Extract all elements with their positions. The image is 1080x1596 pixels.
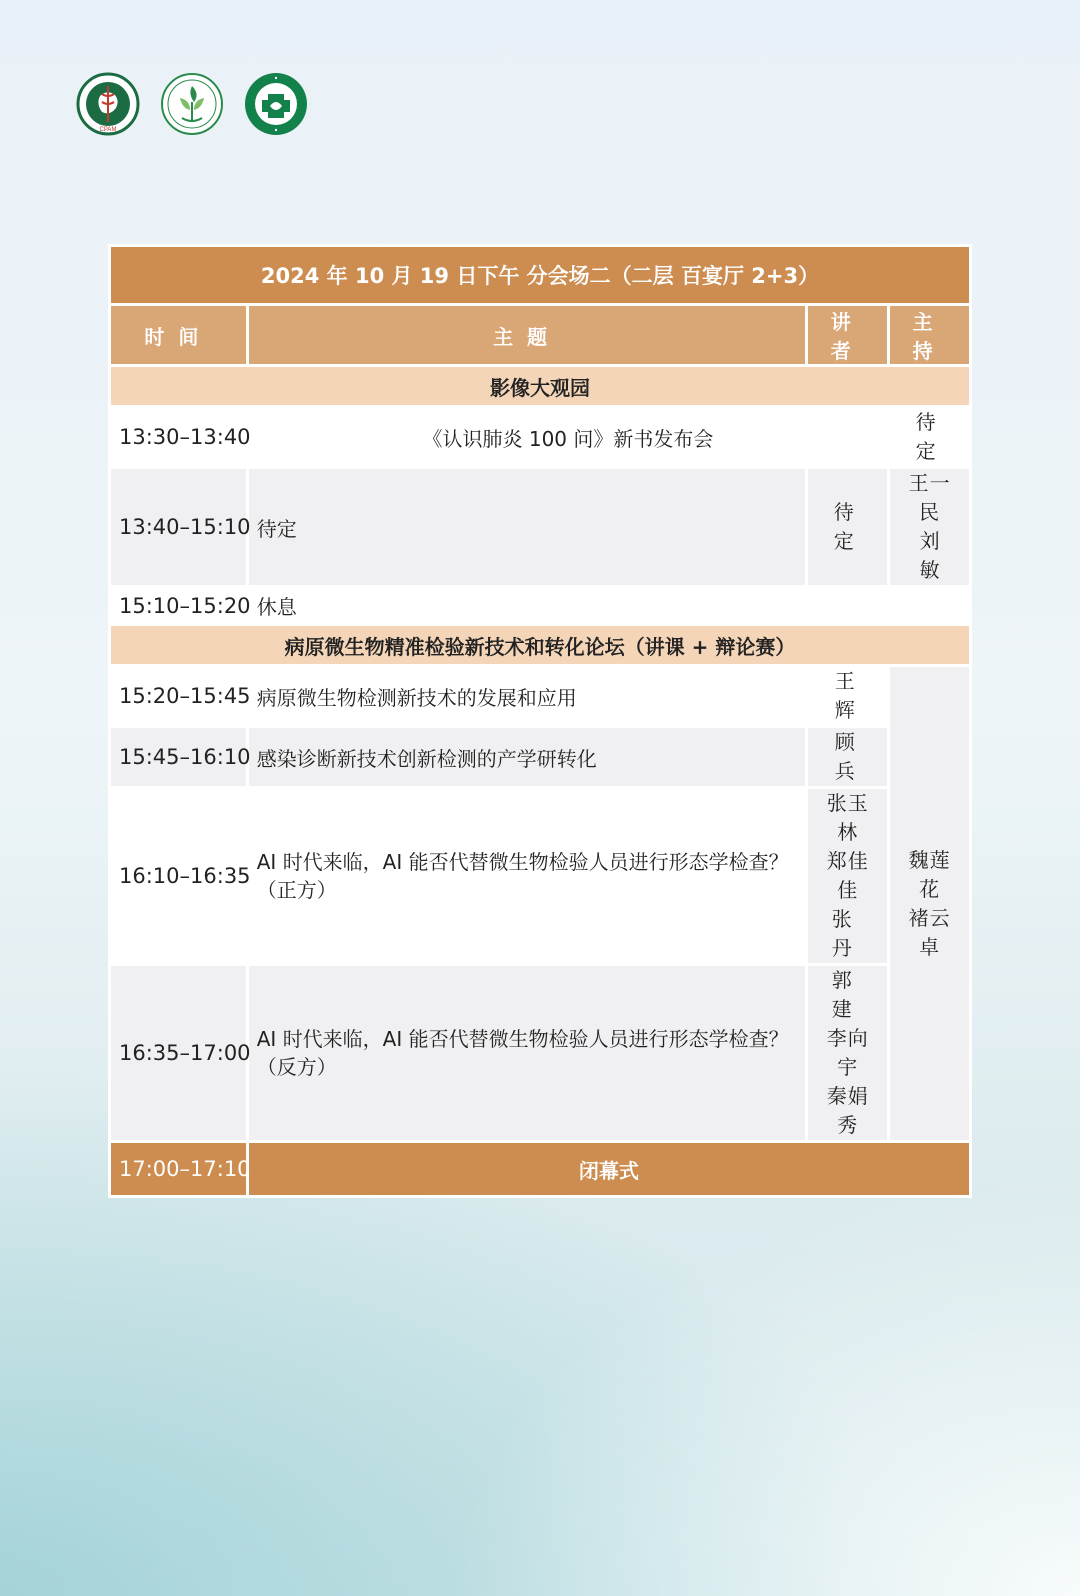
header-host: 主持 (889, 305, 971, 366)
table-row (110, 965, 971, 1142)
section-title: 病原微生物精准检验新技术和转化论坛（讲课 + 辩论赛） (110, 625, 971, 666)
table-row (110, 468, 971, 587)
host-cell (889, 468, 971, 587)
topic-cell: AI 时代来临，AI 能否代替微生物检验人员进行形态学检查？（反方） (247, 965, 807, 1142)
time-cell: 16:10–16:35 (110, 788, 248, 965)
host-name: 刘 敏 (919, 529, 952, 582)
cpam-logo-icon (76, 72, 140, 136)
topic-cell: 待定 (247, 468, 807, 587)
speaker-name: 张玉林 (826, 791, 869, 844)
time-cell: 13:30–13:40 (110, 407, 248, 468)
time-cell: 15:45–16:10 (110, 727, 248, 788)
schedule-table (108, 244, 972, 1198)
schedule-title: 2024 年 10 月 19 日下午 分会场二（二层 百宴厅 2+3） (110, 246, 971, 305)
time-cell: 17:00–17:10 (110, 1142, 248, 1197)
section-row (110, 625, 971, 666)
speaker-cell: 王 辉 (807, 666, 889, 727)
speaker-name: 秦娟秀 (826, 1084, 869, 1137)
host-name: 王一民 (908, 471, 951, 524)
time-cell: 16:35–17:00 (110, 965, 248, 1142)
topic-cell: 感染诊断新技术创新检测的产学研转化 (247, 727, 807, 788)
logo-strip (76, 72, 308, 136)
table-row (110, 666, 971, 727)
header-topic: 主题 (247, 305, 807, 366)
table-row (110, 587, 971, 625)
time-cell: 15:10–15:20 (110, 587, 248, 625)
section-row (110, 366, 971, 407)
topic-cell: AI 时代来临，AI 能否代替微生物检验人员进行形态学检查？（正方） (247, 788, 807, 965)
speaker-name: 郭 建 (831, 968, 864, 1021)
header-time: 时间 (110, 305, 248, 366)
closing-row (110, 1142, 971, 1197)
host-name: 魏莲花 (908, 847, 951, 901)
topic-cell: 休息 (247, 587, 970, 625)
speaker-cell (807, 965, 889, 1142)
association-logo-icon (160, 72, 224, 136)
closing-label: 闭幕式 (247, 1142, 970, 1197)
speaker-cell: 待定 (807, 468, 889, 587)
host-cell: 待定 (889, 407, 971, 468)
speaker-cell (807, 788, 889, 965)
topic-cell: 《认识肺炎 100 问》新书发布会 (247, 407, 888, 468)
table-row (110, 788, 971, 965)
host-name: 褚云卓 (908, 905, 951, 959)
schedule-title-row (110, 246, 971, 305)
speaker-name: 李向宇 (826, 1026, 869, 1079)
host-cell (889, 666, 971, 1142)
svg-text:CPAM: CPAM (99, 127, 117, 133)
topic-cell: 病原微生物检测新技术的发展和应用 (247, 666, 807, 727)
speaker-name: 郑佳佳 (826, 849, 869, 902)
time-cell: 13:40–15:10 (110, 468, 248, 587)
speaker-name: 张 丹 (831, 907, 864, 960)
section-title: 影像大观园 (110, 366, 971, 407)
table-row (110, 407, 971, 468)
time-cell: 15:20–15:45 (110, 666, 248, 727)
table-row (110, 727, 971, 788)
foundation-logo-icon (244, 72, 308, 136)
speaker-cell: 顾 兵 (807, 727, 889, 788)
header-row (110, 305, 971, 366)
header-speaker: 讲者 (807, 305, 889, 366)
